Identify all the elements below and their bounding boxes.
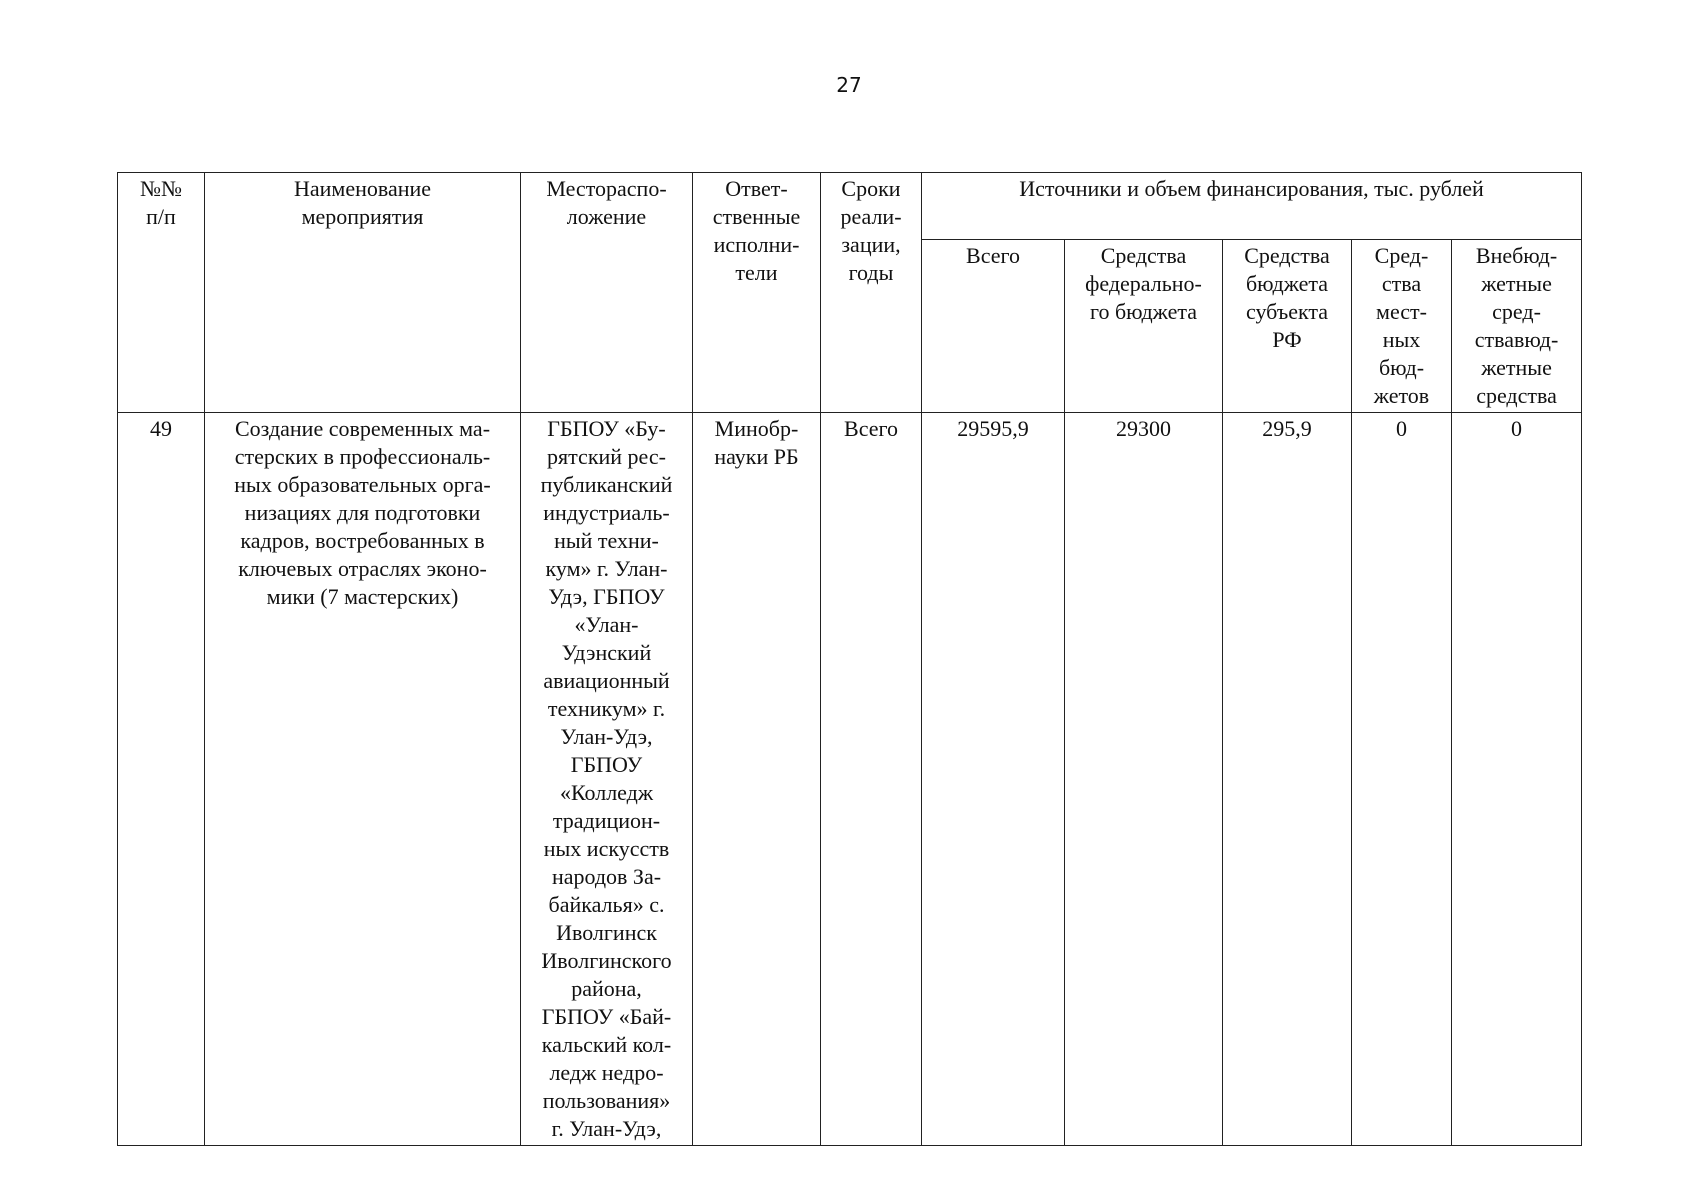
financing-table bbox=[117, 172, 1582, 1146]
text-line: пользования» bbox=[542, 1088, 671, 1113]
text-line: Удэ, ГБПОУ bbox=[548, 584, 665, 609]
text-line: стерских в профессиональ- bbox=[234, 444, 491, 469]
text-line: ных образовательных орга- bbox=[234, 472, 491, 497]
text-line: Удэнский bbox=[561, 640, 652, 665]
cell-name bbox=[205, 413, 521, 1146]
text-line: индустриаль- bbox=[543, 500, 670, 525]
text-line: Всего bbox=[966, 243, 1020, 268]
text-line: ГБПОУ «Бу- bbox=[547, 416, 666, 441]
text-line: «Улан- bbox=[574, 612, 639, 637]
text-line: п/п bbox=[146, 204, 176, 229]
text-line: кальский кол- bbox=[541, 1032, 672, 1057]
text-line: ствавюд- bbox=[1474, 327, 1559, 352]
text-line: науки РБ bbox=[714, 444, 799, 469]
text-line: Создание современных ма- bbox=[234, 416, 491, 441]
text-line: ключевых отраслях эконо- bbox=[238, 556, 487, 581]
text-line: субъекта bbox=[1245, 299, 1329, 324]
cell-subject: 295,9 bbox=[1223, 413, 1352, 1146]
text-line: рятский рес- bbox=[547, 444, 666, 469]
text-line: жетные bbox=[1481, 271, 1552, 296]
header-total bbox=[922, 240, 1065, 413]
text-line: мероприятия bbox=[301, 204, 424, 229]
text-line: Иволгинского bbox=[541, 948, 672, 973]
text-line: «Колледж bbox=[559, 780, 654, 805]
text-line: Средства bbox=[1244, 243, 1330, 268]
text-line: кадров, востребованных в bbox=[240, 528, 485, 553]
cell-num: 49 bbox=[118, 413, 205, 1146]
header-terms bbox=[821, 173, 922, 413]
text-line: ства bbox=[1381, 271, 1422, 296]
text-line: Местораспо- bbox=[546, 176, 667, 201]
text-line: ГБПОУ «Бай- bbox=[541, 1004, 672, 1029]
text-line: традицион- bbox=[552, 808, 661, 833]
text-line: тели bbox=[735, 260, 778, 285]
text-line: техникум» г. bbox=[547, 696, 666, 721]
table-row bbox=[118, 413, 1582, 1146]
text-line: Наименование bbox=[293, 176, 432, 201]
text-line: мики (7 мастерских) bbox=[266, 584, 459, 609]
text-line: байкалья» с. bbox=[548, 892, 665, 917]
text-line: ный техни- bbox=[554, 528, 659, 553]
text-line: го бюджета bbox=[1089, 299, 1197, 324]
text-line: ных bbox=[1382, 327, 1421, 352]
text-line: Улан-Удэ, bbox=[560, 724, 653, 749]
text-line: ных искусств bbox=[543, 836, 670, 861]
text-line: Сред- bbox=[1374, 243, 1429, 268]
header-funding-group: Источники и объем финансирования, тыс. рублей bbox=[922, 173, 1582, 240]
text-line: бюджета bbox=[1245, 271, 1329, 296]
text-line: Средства bbox=[1100, 243, 1187, 268]
cell-total: 29595,9 bbox=[922, 413, 1065, 1146]
header-subject bbox=[1223, 240, 1352, 413]
text-line: кум» г. Улан- bbox=[545, 556, 668, 581]
text-line: годы bbox=[848, 260, 894, 285]
cell-terms: Всего bbox=[821, 413, 922, 1146]
text-line: №№ bbox=[140, 176, 182, 201]
header-num bbox=[118, 173, 205, 413]
text-line: жетные bbox=[1481, 355, 1552, 380]
text-line: мест- bbox=[1376, 299, 1427, 324]
text-line: народов За- bbox=[551, 864, 662, 889]
text-line: ственные bbox=[712, 204, 801, 229]
text-line: г. Улан-Удэ, bbox=[551, 1116, 662, 1141]
text-line: Ответ- bbox=[725, 176, 788, 201]
header-extra bbox=[1452, 240, 1582, 413]
text-line: средства bbox=[1476, 383, 1557, 408]
text-line: района, bbox=[571, 976, 642, 1001]
text-line: реали- bbox=[840, 204, 902, 229]
text-line: ложение bbox=[566, 204, 647, 229]
text-line: Внебюд- bbox=[1475, 243, 1558, 268]
text-line: ледж недро- bbox=[549, 1060, 664, 1085]
text-line: бюд- bbox=[1378, 355, 1425, 380]
header-executors bbox=[693, 173, 821, 413]
header-local bbox=[1352, 240, 1452, 413]
text-line: Сроки bbox=[841, 176, 901, 201]
cell-federal: 29300 bbox=[1065, 413, 1223, 1146]
text-line: ГБПОУ bbox=[570, 752, 643, 777]
page-number: 27 bbox=[836, 73, 862, 97]
text-line: федерально- bbox=[1085, 271, 1202, 296]
cell-local: 0 bbox=[1352, 413, 1452, 1146]
header-name bbox=[205, 173, 521, 413]
text-line: сред- bbox=[1492, 299, 1541, 324]
cell-extra: 0 bbox=[1452, 413, 1582, 1146]
text-line: зации, bbox=[841, 232, 901, 257]
header-location bbox=[521, 173, 693, 413]
text-line: Минобр- bbox=[714, 416, 799, 441]
text-line: авиационный bbox=[543, 668, 670, 693]
header-federal bbox=[1065, 240, 1223, 413]
text-line: исполни- bbox=[713, 232, 800, 257]
cell-location bbox=[521, 413, 693, 1146]
text-line: РФ bbox=[1272, 327, 1302, 352]
text-line: низациях для подготовки bbox=[244, 500, 481, 525]
text-line: публиканский bbox=[540, 472, 673, 497]
text-line: жетов bbox=[1373, 383, 1430, 408]
cell-executors bbox=[693, 413, 821, 1146]
text-line: Иволгинск bbox=[556, 920, 657, 945]
